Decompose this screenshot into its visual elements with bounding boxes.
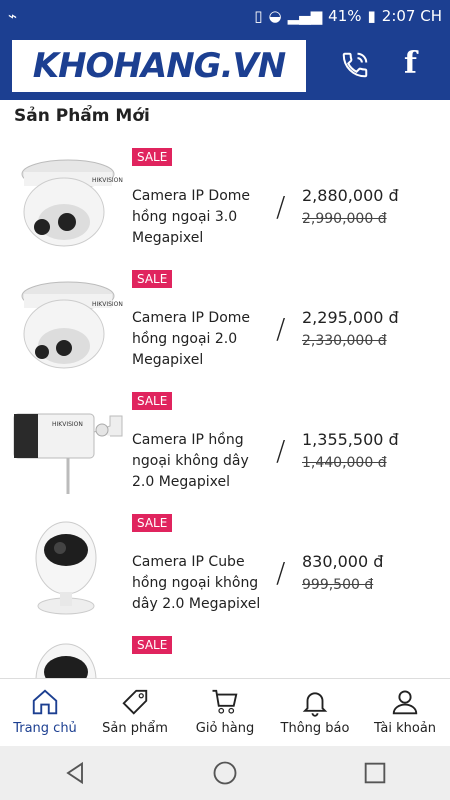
product-item[interactable] bbox=[0, 270, 450, 392]
product-price: 2,295,000 đ bbox=[302, 308, 399, 327]
product-old-price: 2,990,000 đ bbox=[302, 211, 387, 227]
product-old-price: 999,500 đ bbox=[302, 577, 374, 593]
product-item[interactable] bbox=[0, 636, 450, 678]
logo[interactable] bbox=[12, 40, 306, 92]
product-price: 1,355,500 đ bbox=[302, 430, 399, 449]
tab-cart[interactable] bbox=[180, 679, 270, 746]
app-header bbox=[0, 32, 450, 100]
status-bar bbox=[0, 0, 450, 32]
product-name[interactable]: Camera IP hồng ngoại không dây 2.0 Megapixel bbox=[132, 432, 249, 490]
facebook-icon[interactable]: f bbox=[404, 46, 417, 81]
sale-badge: SALE bbox=[132, 148, 172, 166]
clock: 2:07 CH bbox=[381, 7, 442, 25]
sale-badge: SALE bbox=[132, 636, 172, 654]
battery-icon: ▮ bbox=[367, 7, 376, 25]
product-name[interactable]: Camera IP Dome hồng ngoại 3.0 Megapixel bbox=[132, 188, 251, 246]
battery-percent: 41% bbox=[328, 7, 362, 25]
product-old-price: 2,330,000 đ bbox=[302, 333, 387, 349]
price-divider: / bbox=[276, 434, 286, 467]
system-nav-bar bbox=[0, 746, 450, 800]
sale-badge: SALE bbox=[132, 392, 172, 410]
dome-camera-image bbox=[12, 152, 124, 252]
dome-camera-image bbox=[12, 274, 124, 374]
product-name[interactable]: Camera IP Dome hồng ngoại 2.0 Megapixel bbox=[132, 310, 251, 368]
tab-label: Sản phẩm bbox=[102, 721, 168, 736]
bell-icon bbox=[300, 687, 330, 717]
signal-icon: ▂▄▆ bbox=[287, 7, 323, 25]
usb-icon: ⌁ bbox=[8, 7, 18, 25]
product-old-price: 1,440,000 đ bbox=[302, 455, 387, 471]
sale-badge: SALE bbox=[132, 270, 172, 288]
cart-icon bbox=[210, 687, 240, 717]
tab-label: Tài khoản bbox=[373, 721, 437, 736]
wifi-icon: ◒ bbox=[268, 7, 282, 25]
tab-label: Giỏ hàng bbox=[195, 721, 255, 736]
logo-text: KHOHANG.VN bbox=[32, 46, 286, 86]
product-price: 2,880,000 đ bbox=[302, 186, 399, 205]
product-price: 830,000 đ bbox=[302, 552, 384, 571]
tab-notifications[interactable] bbox=[270, 679, 360, 746]
tab-label: Trang chủ bbox=[13, 721, 77, 736]
recents-icon[interactable] bbox=[361, 759, 389, 787]
section-title: Sản Phẩm Mới bbox=[14, 106, 150, 126]
cube-camera-image bbox=[12, 518, 124, 618]
tab-account[interactable] bbox=[360, 679, 450, 746]
svg-text:HIKVISION: HIKVISION bbox=[92, 301, 123, 308]
cube-camera-image bbox=[12, 640, 124, 678]
tag-icon bbox=[120, 687, 150, 717]
user-icon bbox=[390, 687, 420, 717]
tab-home[interactable] bbox=[0, 679, 90, 746]
bullet-camera-image bbox=[12, 396, 124, 496]
home-circle-icon[interactable] bbox=[211, 759, 239, 787]
price-divider: / bbox=[276, 556, 286, 589]
product-name[interactable]: Camera IP Cube hồng ngoại không dây 2.0 Megapixel bbox=[132, 554, 261, 612]
tab-products[interactable] bbox=[90, 679, 180, 746]
phone-icon[interactable] bbox=[340, 50, 370, 80]
bottom-tab-bar bbox=[0, 678, 450, 746]
home-icon bbox=[30, 687, 60, 717]
product-item[interactable] bbox=[0, 514, 450, 636]
svg-text:HIKVISION: HIKVISION bbox=[92, 177, 123, 184]
back-icon[interactable] bbox=[61, 759, 89, 787]
price-divider: / bbox=[276, 190, 286, 223]
tab-label: Thông báo bbox=[280, 721, 350, 736]
product-item[interactable] bbox=[0, 392, 450, 514]
price-divider: / bbox=[276, 312, 286, 345]
sale-badge: SALE bbox=[132, 514, 172, 532]
svg-text:HIKVISION: HIKVISION bbox=[52, 421, 83, 428]
product-item[interactable] bbox=[0, 148, 450, 270]
vibrate-icon: ▯ bbox=[254, 7, 263, 25]
